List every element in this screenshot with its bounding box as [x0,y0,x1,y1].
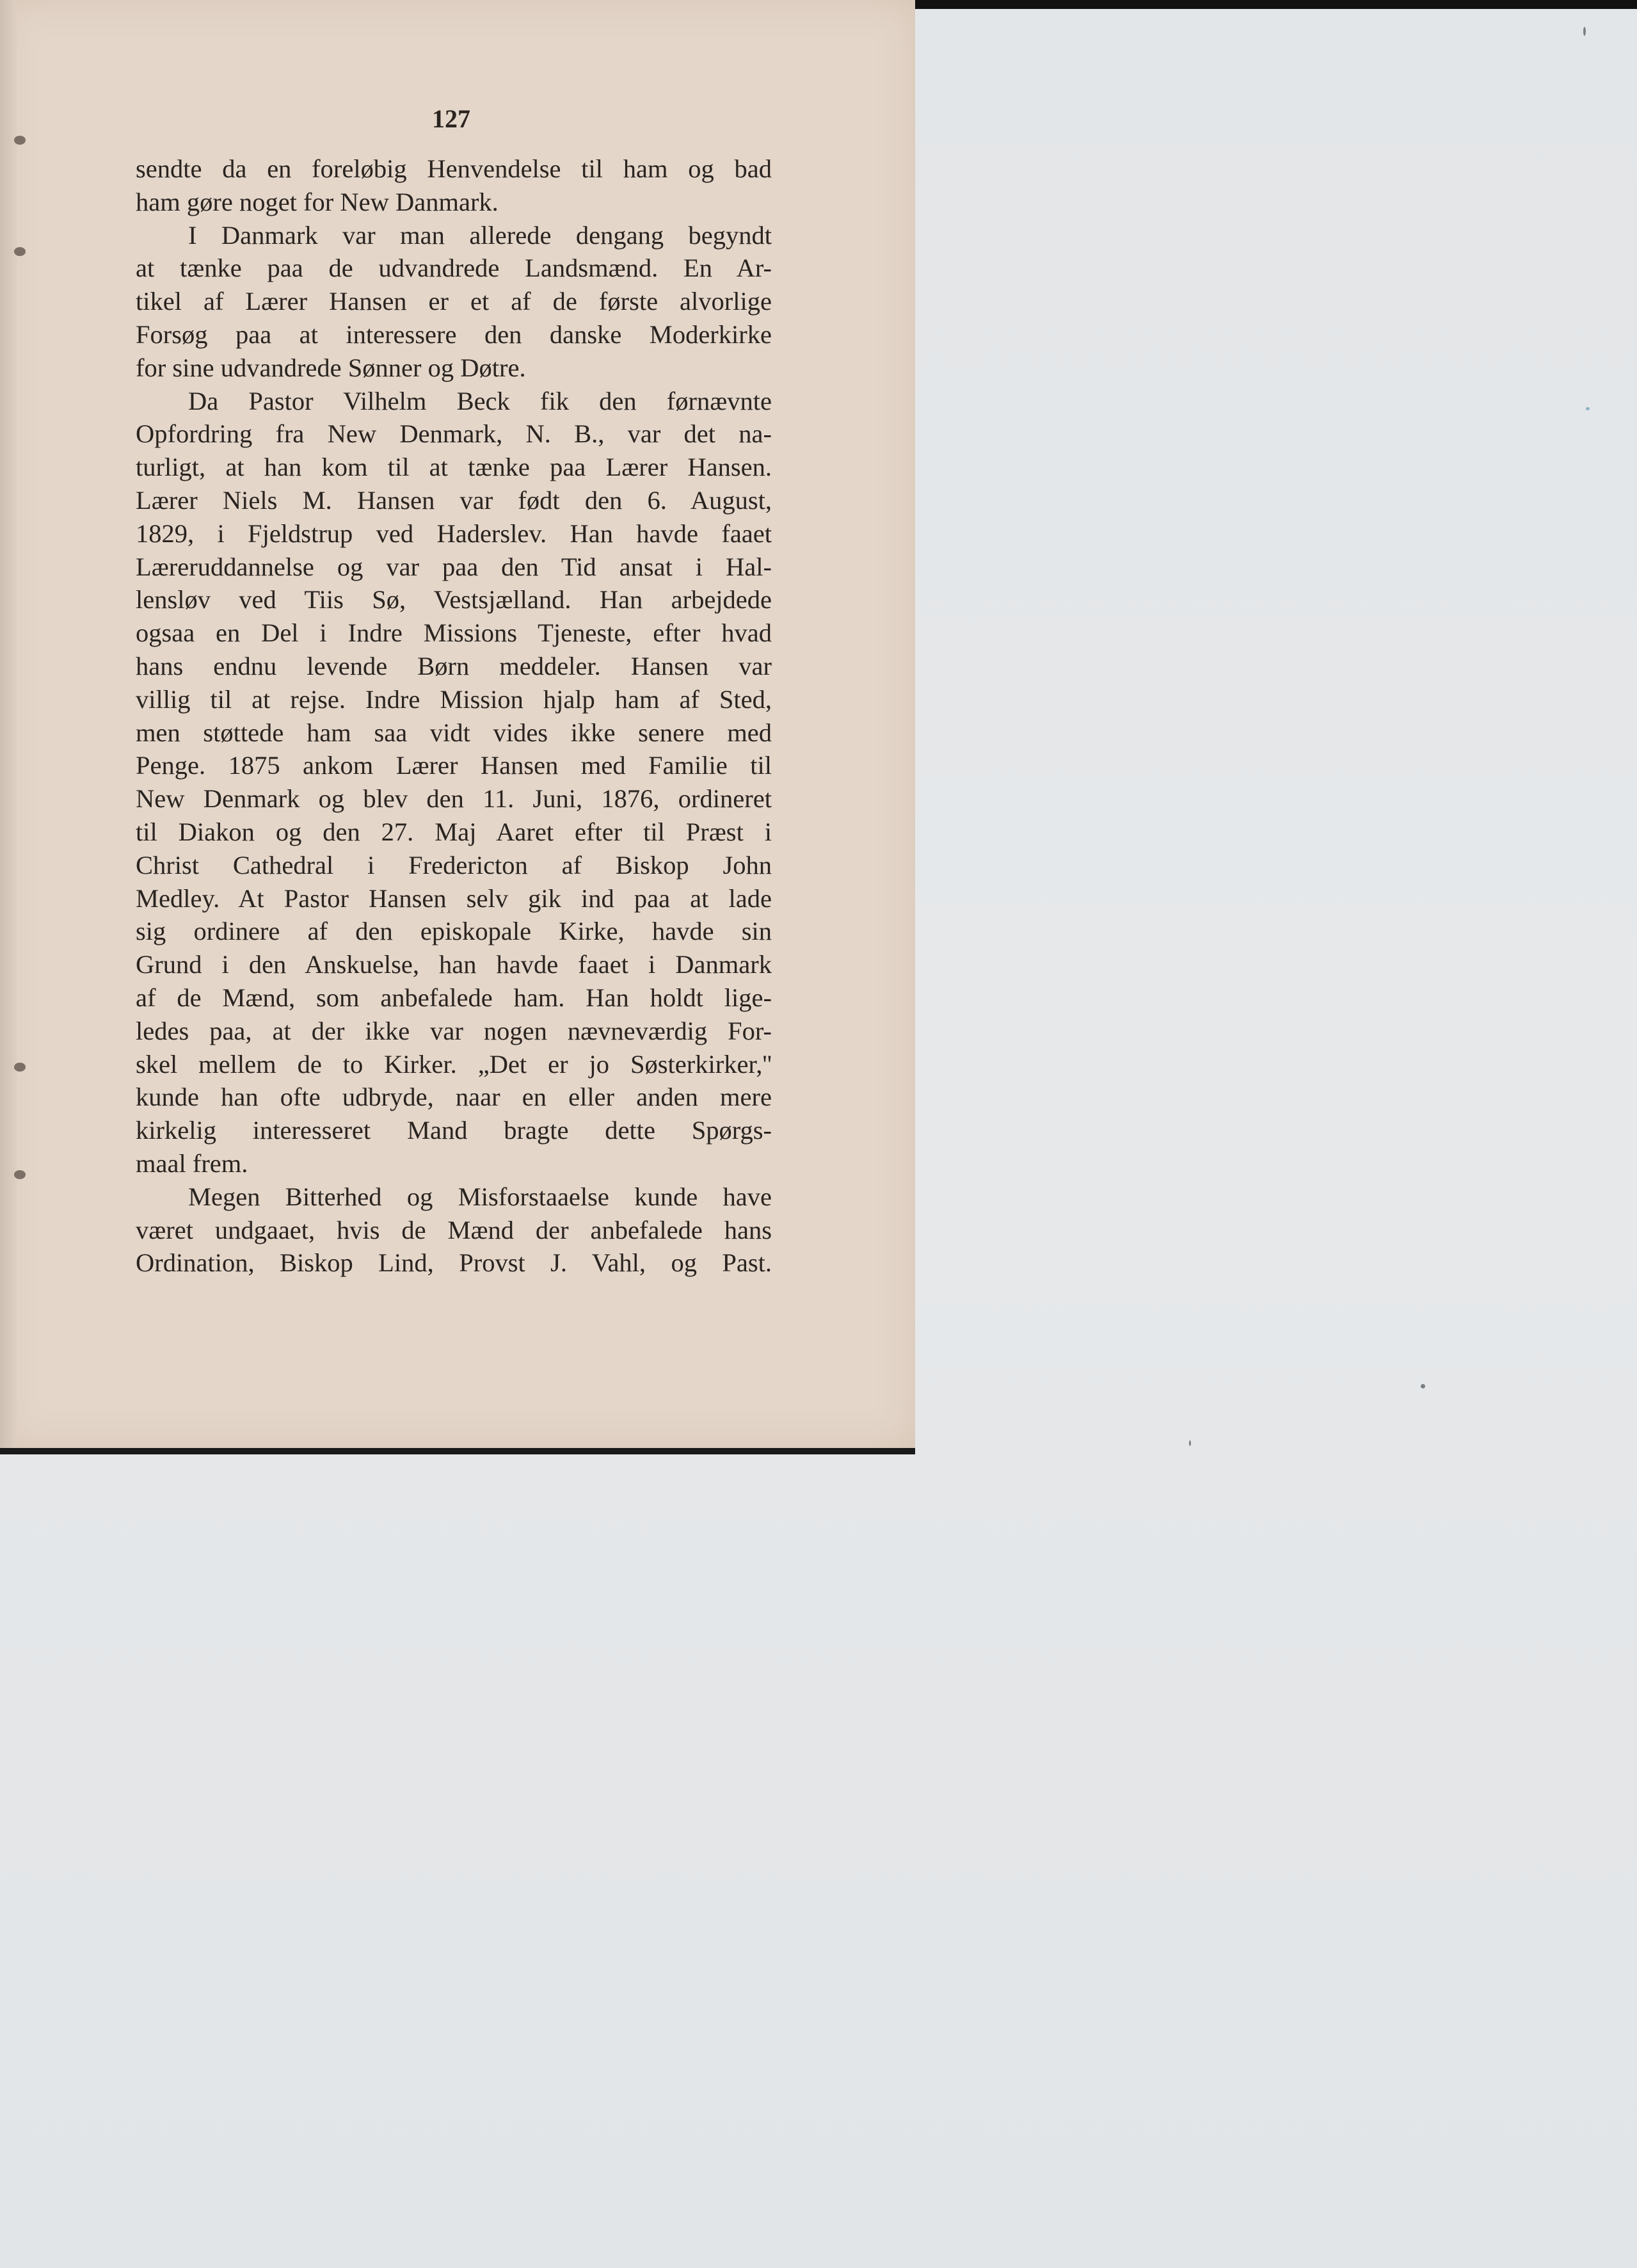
book-page [0,0,915,1448]
text-line: I Danmark var man allerede dengang begyndt [188,220,772,250]
dust-speck [1421,1384,1425,1388]
text-line: Penge. 1875 ankom Lærer Hansen med Familie til [136,751,772,780]
text-line: Da Pastor Vilhelm Beck fik den førnævnte [188,386,772,415]
binding-hole [14,1170,26,1179]
text-line: tikel af Lærer Hansen er et af de første alvorlige [136,287,772,316]
text-line: villig til at rejse. Indre Mission hjalp ham af Sted, [136,684,772,714]
binding-hole [14,247,26,256]
text-line: Opfordring fra New Denmark, N. B., var det na- [136,419,772,449]
text-line: 1829, i Fjeldstrup ved Haderslev. Han havde faaet [136,519,772,548]
text-line: Læreruddannelse og var paa den Tid ansat i Hal- [136,552,772,581]
text-line: maal frem. [136,1148,248,1178]
text-line: kunde han ofte udbryde, naar en eller anden mere [136,1082,772,1112]
text-line: sendte da en foreløbig Henvendelse til ham og bad [136,154,772,183]
text-line: været undgaaet, hvis de Mænd der anbefalede hans [136,1215,772,1244]
binding-hole [14,136,26,145]
text-line: men støttede ham saa vidt vides ikke senere med [136,718,772,747]
text-line: sig ordinere af den episkopale Kirke, havde sin [136,917,772,946]
dust-speck [1189,1440,1191,1446]
text-line: Forsøg paa at interessere den danske Moderkirke [136,319,772,349]
text-line: for sine udvandrede Sønner og Døtre. [136,353,526,382]
text-line: New Denmark og blev den 11. Juni, 1876, ordineret [136,784,772,814]
text-line: kirkelig interesseret Mand bragte dette Spørgs- [136,1116,772,1145]
text-line: turligt, at han kom til at tænke paa Lærer Hansen. [136,453,772,482]
text-line: Christ Cathedral i Fredericton af Biskop John [136,850,772,880]
text-line: til Diakon og den 27. Maj Aaret efter til Præst i [136,817,772,846]
text-line: Megen Bitterhed og Misforstaaelse kunde have [188,1182,772,1211]
text-line: hans endnu levende Børn meddeler. Hansen var [136,651,772,680]
page-binding-edge [0,0,17,1448]
binding-hole [14,1063,26,1072]
page-bottom-shadow [0,1448,915,1454]
text-line: Ordination, Biskop Lind, Provst J. Vahl, og Past. [136,1248,772,1278]
page-number: 127 [432,104,470,133]
text-line: at tænke paa de udvandrede Landsmænd. En Ar- [136,253,772,283]
text-line: Lærer Niels M. Hansen var født den 6. August, [136,485,772,515]
text-line: Grund i den Anskuelse, han havde faaet i Danmark [136,950,772,979]
text-line: ledes paa, at der ikke var nogen nævneværdig For- [136,1016,772,1045]
text-line: af de Mænd, som anbefalede ham. Han holdt lige- [136,983,772,1012]
dust-speck [1583,27,1586,36]
text-line: skel mellem de to Kirker. „Det er jo Søsterkirker,'' [136,1049,772,1079]
dust-speck [1586,407,1590,410]
text-line: lensløv ved Tiis Sø, Vestsjælland. Han arbejdede [136,585,772,615]
text-line: Medley. At Pastor Hansen selv gik ind paa at lade [136,883,772,913]
text-line: ogsaa en Del i Indre Missions Tjeneste, efter hvad [136,618,772,648]
body-text [136,152,772,1280]
text-line: ham gøre noget for New Danmark. [136,187,499,216]
